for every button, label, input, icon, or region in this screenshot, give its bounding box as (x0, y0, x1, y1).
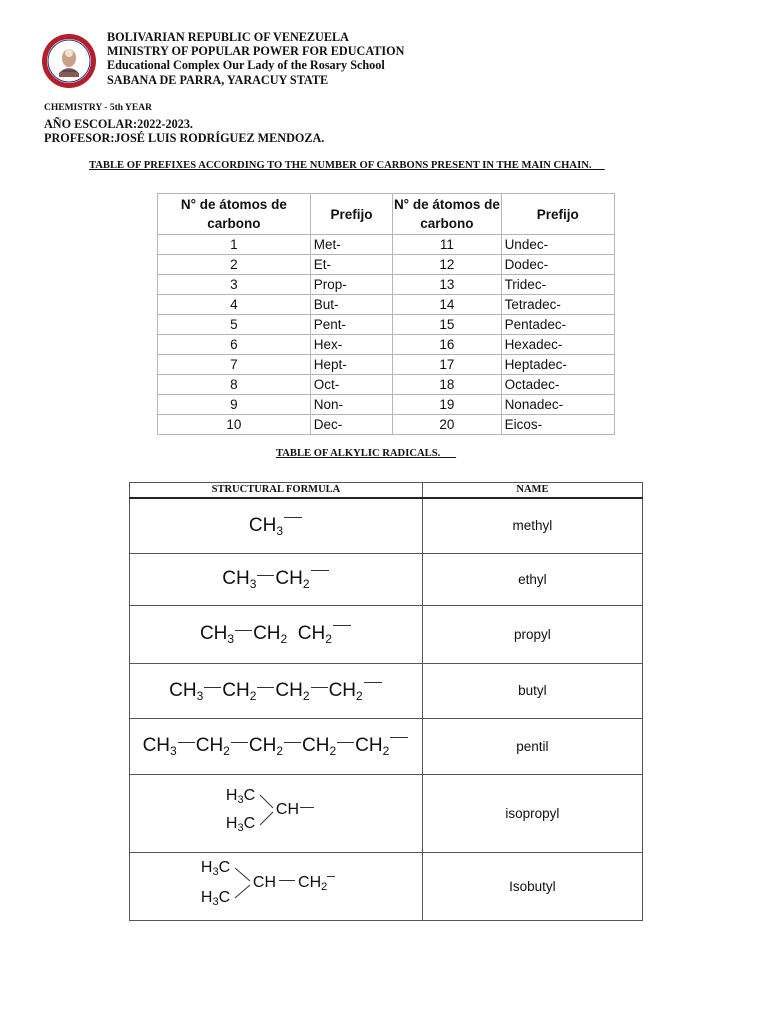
radical-name: ethyl (422, 553, 642, 605)
formula-pentil: $CH_3$ $CH_2$ $CH_2$ $CH_2$ $CH_2$ (130, 718, 423, 774)
carbon-count-cell: 8 (158, 375, 311, 395)
table-row (130, 605, 643, 663)
prefix-cell: Hexadec- (501, 335, 614, 355)
prefix-cell: Met- (310, 235, 393, 255)
prefix-cell: Pent- (310, 315, 393, 335)
radicals-table-header-row (130, 483, 643, 499)
prefix-cell: Octadec- (501, 375, 614, 395)
school-year: AÑO ESCOLAR:2022-2023. (44, 117, 193, 131)
prefix-cell: Hex- (310, 335, 393, 355)
header-prefix: Prefijo (310, 194, 393, 235)
table-row (158, 295, 615, 315)
carbon-count-cell: 14 (393, 295, 501, 315)
prefix-cell: Prop- (310, 275, 393, 295)
formula-ethyl: $CH_3$ $CH_2$ (130, 553, 423, 605)
prefix-cell: Tridec- (501, 275, 614, 295)
formula-methyl: $CH_3$ (130, 498, 423, 553)
prefix-cell: Hept- (310, 355, 393, 375)
carbon-count-cell: 1 (158, 235, 311, 255)
carbon-count-cell: 17 (393, 355, 501, 375)
carbon-count-cell: 7 (158, 355, 311, 375)
branch-bond-icon (234, 866, 252, 900)
carbon-count-cell: 10 (158, 415, 311, 435)
header-country: BOLIVARIAN REPUBLIC OF VENEZUELA (107, 30, 349, 44)
prefix-cell: Eicos- (501, 415, 614, 435)
table-row (158, 255, 615, 275)
table-row (130, 852, 643, 920)
radical-name: isopropyl (422, 774, 642, 852)
table-row (130, 663, 643, 718)
radical-name: Isobutyl (422, 852, 642, 920)
teacher-name: PROFESOR:JOSÉ LUIS RODRÍGUEZ MENDOZA. (44, 131, 325, 145)
formula-butyl: $CH_3$ $CH_2$ $CH_2$ $CH_2$ (130, 663, 423, 718)
radical-name: propyl (422, 605, 642, 663)
school-seal-logo (41, 33, 97, 89)
table-row (158, 235, 615, 255)
carbon-count-cell: 11 (393, 235, 501, 255)
radical-name: methyl (422, 498, 642, 553)
subject-label: CHEMISTRY - 5th YEAR (44, 103, 152, 113)
table-row (158, 355, 615, 375)
prefix-cell: Heptadec- (501, 355, 614, 375)
radicals-table (129, 482, 643, 921)
carbon-count-cell: 5 (158, 315, 311, 335)
table-row (158, 375, 615, 395)
prefix-table (157, 193, 615, 435)
table-row (158, 395, 615, 415)
carbon-count-cell: 18 (393, 375, 501, 395)
table-row (158, 275, 615, 295)
branch-bond-icon (259, 793, 275, 827)
carbon-count-cell: 19 (393, 395, 501, 415)
header-structural-formula: STRUCTURAL FORMULA (130, 483, 423, 499)
carbon-count-cell: 20 (393, 415, 501, 435)
prefix-cell: Dodec- (501, 255, 614, 275)
header-location: SABANA DE PARRA, YARACUY STATE (107, 72, 329, 87)
header-carbon-count: N° de átomos de carbono (393, 194, 501, 235)
carbon-count-cell: 13 (393, 275, 501, 295)
school-header (107, 30, 404, 87)
radical-name: pentil (422, 718, 642, 774)
carbon-count-cell: 9 (158, 395, 311, 415)
table-row (130, 774, 643, 852)
carbon-count-cell: 2 (158, 255, 311, 275)
prefix-cell: Non- (310, 395, 393, 415)
formula-propyl: $CH_3$ $CH_2$ $CH_2$ (130, 605, 423, 663)
table-row (158, 415, 615, 435)
course-info (44, 117, 324, 145)
carbon-count-cell: 16 (393, 335, 501, 355)
header-prefix: Prefijo (501, 194, 614, 235)
formula-isobutyl: $H_3C$ $H_3C$ CH $CH_2$ (130, 852, 423, 920)
prefix-cell: Undec- (501, 235, 614, 255)
prefix-cell: Dec- (310, 415, 393, 435)
header-school: Educational Complex Our Lady of the Rosary School (107, 58, 385, 73)
prefix-cell: Oct- (310, 375, 393, 395)
table-row (158, 315, 615, 335)
prefix-cell: But- (310, 295, 393, 315)
radicals-table-title: TABLE OF ALKYLIC RADICALS. (276, 448, 457, 459)
prefix-table-title: TABLE OF PREFIXES ACCORDING TO THE NUMBER OF CARBONS PRESENT IN THE MAIN CHAIN. (89, 160, 605, 171)
table-row (130, 553, 643, 605)
table-row (130, 718, 643, 774)
carbon-count-cell: 3 (158, 275, 311, 295)
carbon-count-cell: 4 (158, 295, 311, 315)
carbon-count-cell: 15 (393, 315, 501, 335)
prefix-cell: Tetradec- (501, 295, 614, 315)
prefix-cell: Et- (310, 255, 393, 275)
header-name: NAME (422, 483, 642, 499)
carbon-count-cell: 12 (393, 255, 501, 275)
prefix-cell: Nonadec- (501, 395, 614, 415)
radical-name: butyl (422, 663, 642, 718)
prefix-table-header-row (158, 194, 615, 235)
header-carbon-count: N° de átomos de carbono (158, 194, 311, 235)
table-row (158, 335, 615, 355)
formula-isopropyl: $H_3C$ $H_3C$ CH (130, 774, 423, 852)
prefix-cell: Pentadec- (501, 315, 614, 335)
header-ministry: MINISTRY OF POPULAR POWER FOR EDUCATION (107, 44, 405, 59)
carbon-count-cell: 6 (158, 335, 311, 355)
table-row (130, 498, 643, 553)
